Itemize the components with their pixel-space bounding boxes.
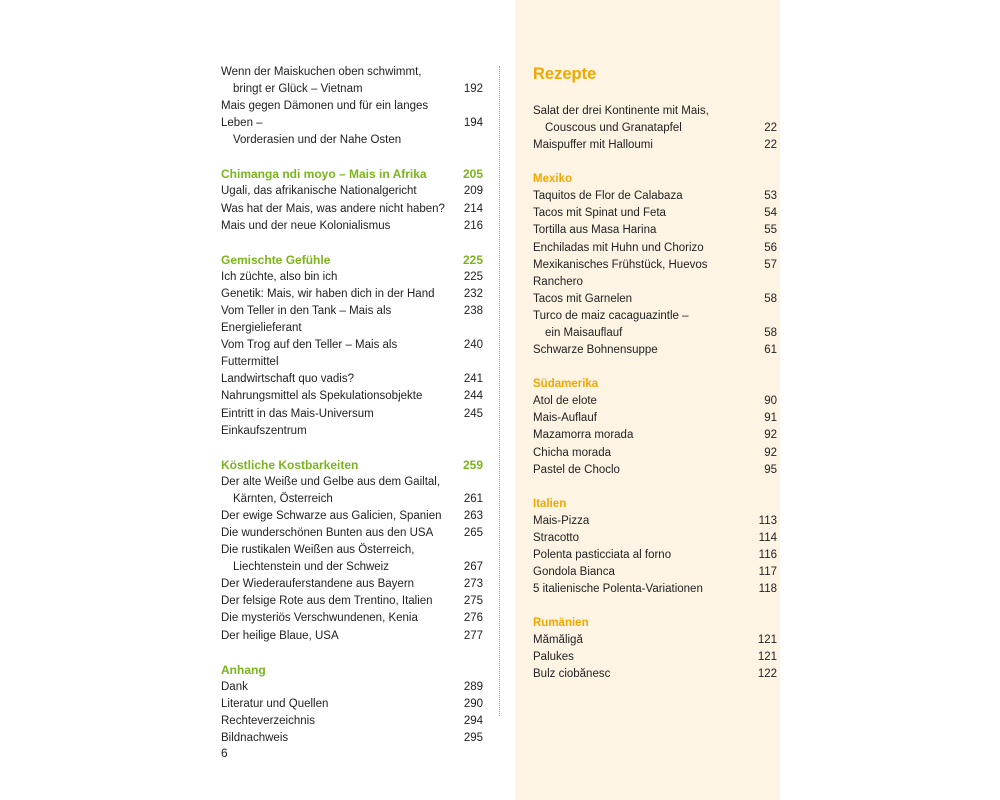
- chapter-page: 259: [462, 457, 483, 472]
- toc-entry-page: 114: [758, 531, 777, 544]
- toc-entry-page: 240: [463, 339, 483, 352]
- chapter-title: Anhang: [221, 662, 266, 677]
- toc-entry-title: [533, 564, 759, 581]
- recipe-region-heading: Südamerika: [533, 378, 599, 391]
- toc-entry-page: 61: [764, 344, 777, 357]
- entry-line: Was hat der Mais, was andere nicht haben?: [221, 202, 445, 215]
- toc-entry-title: [221, 269, 464, 286]
- toc-entry: [533, 308, 777, 342]
- chapter-title: Chimanga ndi moyo – Mais in Afrika: [221, 167, 427, 182]
- toc-entry-page: 122: [757, 668, 777, 681]
- toc-entry-page: 295: [463, 731, 483, 744]
- entry-line: Die mysteriös Verschwundenen, Kenia: [221, 612, 418, 625]
- toc-entry-title: [533, 188, 764, 205]
- toc-entry-page: 241: [463, 373, 483, 386]
- toc-entry-page: 57: [764, 258, 777, 271]
- toc-entry-title: [533, 427, 764, 444]
- toc-entry-page: 22: [764, 122, 777, 135]
- chapter-heading: [221, 662, 483, 679]
- entry-line: Gondola Bianca: [533, 565, 615, 578]
- toc-entry-title: [533, 257, 764, 291]
- toc-entry: [221, 593, 483, 610]
- entry-line: Dank: [221, 680, 248, 693]
- entry-line: Chicha morada: [533, 446, 611, 459]
- entry-line: Pastel de Choclo: [533, 463, 620, 476]
- toc-entry: [221, 337, 483, 371]
- toc-entry-title: [221, 286, 464, 303]
- toc-entry-title: [221, 201, 464, 218]
- entry-line: Vom Trog auf den Teller – Mais als Futtermittel: [221, 339, 398, 369]
- toc-entry-title: [221, 218, 464, 235]
- toc-entry-title: [533, 393, 764, 410]
- toc-entry-page: 58: [764, 292, 777, 305]
- toc-entry-page: 92: [764, 446, 777, 459]
- toc-entry-page: 216: [463, 219, 483, 232]
- toc-entry-page: 55: [764, 224, 777, 237]
- toc-entry-page: 53: [764, 190, 777, 203]
- toc-entry-title: [221, 303, 464, 337]
- entry-line: Bulz ciobănesc: [533, 668, 611, 681]
- toc-entry-title: [533, 410, 764, 427]
- toc-entry-title: [533, 513, 759, 530]
- toc-entry-page: 121: [757, 651, 777, 664]
- toc-entry: [221, 730, 483, 747]
- page-number: 6: [221, 746, 228, 760]
- toc-entry-title: [533, 222, 764, 239]
- toc-entry: [221, 713, 483, 730]
- toc-entry-title: [221, 98, 464, 149]
- toc-entry-page: 95: [764, 463, 777, 476]
- toc-entry-title: [221, 679, 464, 696]
- entry-line: Ugali, das afrikanische Nationalgericht: [221, 185, 417, 198]
- entry-line: Polenta pasticciata al forno: [533, 548, 672, 561]
- entry-line: Schwarze Bohnensuppe: [533, 344, 658, 357]
- toc-entry: [533, 530, 777, 547]
- entry-line: Vom Teller in den Tank – Mais als Energielieferant: [221, 304, 392, 335]
- toc-entry-page: 192: [463, 83, 483, 96]
- toc-entry-page: 290: [463, 697, 483, 710]
- toc-entry-page: 116: [758, 548, 777, 561]
- toc-entry-title: [221, 525, 464, 542]
- toc-entry-page: 245: [463, 407, 483, 420]
- chapter-heading: [221, 457, 483, 474]
- toc-entry: [533, 137, 777, 154]
- toc-entry-page: 267: [463, 561, 483, 574]
- chapter-heading: [221, 252, 483, 269]
- toc-entry: [533, 632, 777, 649]
- toc-entry: [221, 610, 483, 627]
- toc-entry-page: 261: [463, 492, 483, 505]
- toc-entry-page: 117: [758, 565, 777, 578]
- entry-line: Literatur und Quellen: [221, 697, 329, 710]
- toc-entry: [533, 427, 777, 444]
- toc-entry-title: [221, 337, 464, 371]
- entry-line: Der Wiederauferstandene aus Bayern: [221, 578, 415, 591]
- entry-line: Die wunderschönen Bunten aus den USA: [221, 526, 434, 539]
- toc-entry: [221, 303, 483, 337]
- toc-entry-page: 225: [463, 270, 483, 283]
- toc-entry: [533, 564, 777, 581]
- toc-entry-page: 273: [463, 578, 483, 591]
- toc-entry-title: [221, 406, 464, 440]
- toc-entry: [533, 103, 777, 137]
- entry-line: Eintritt in das Mais-Universum Einkaufszentrum: [221, 407, 374, 437]
- toc-entry-page: 289: [463, 680, 483, 693]
- chapter-page: 205: [462, 167, 483, 182]
- toc-entry-title: [533, 240, 764, 257]
- toc-entry-title: [221, 388, 464, 405]
- toc-entry: [533, 257, 777, 291]
- toc-entry: [221, 269, 483, 286]
- toc-entry: [221, 286, 483, 303]
- toc-entry-page: 22: [764, 139, 777, 152]
- toc-entry-title: [221, 628, 464, 645]
- toc-entry-page: 92: [764, 429, 777, 442]
- chapter-title: Gemischte Gefühle: [221, 252, 331, 267]
- toc-entry-page: 214: [463, 202, 483, 215]
- toc-entry: [533, 547, 777, 564]
- toc-entry: [221, 388, 483, 405]
- entry-line: Tortilla aus Masa Harina: [533, 224, 657, 237]
- toc-entry-title: [533, 530, 759, 547]
- entry-line: Mămăligă: [533, 634, 583, 647]
- toc-entry-title: [533, 291, 764, 308]
- toc-entry: [221, 696, 483, 713]
- entry-line: Ich züchte, also bin ich: [221, 270, 338, 283]
- entry-line: Wenn der Maiskuchen oben schwimmt,: [221, 66, 422, 78]
- toc-entry-title: [221, 730, 464, 747]
- toc-entry: [221, 576, 483, 593]
- toc-entry-title: [221, 183, 464, 200]
- column-divider: [499, 66, 500, 716]
- toc-entry-page: 263: [463, 509, 483, 522]
- entry-line: Mais-Auflauf: [533, 412, 597, 425]
- entry-line: Bildnachweis: [221, 731, 289, 744]
- chapter-heading: [221, 166, 483, 183]
- entry-line: Mais und der neue Kolonialismus: [221, 219, 391, 232]
- toc-entry: [533, 462, 777, 479]
- toc-entry-page: 118: [758, 583, 777, 596]
- toc-entry: [221, 525, 483, 542]
- toc-entry: [221, 201, 483, 218]
- toc-entry: [221, 98, 483, 149]
- entry-line-continued: Kärnten, Österreich: [233, 492, 333, 505]
- toc-entry-title: [533, 547, 759, 564]
- toc-entry-page: 294: [463, 714, 483, 727]
- toc-entry: [533, 410, 777, 427]
- toc-entry: [221, 628, 483, 645]
- toc-entry-page: 121: [757, 634, 777, 647]
- toc-entry-title: [533, 342, 764, 359]
- toc-entry-title: [221, 696, 464, 713]
- recipe-region-heading: Italien: [533, 497, 567, 510]
- entry-line: Salat der drei Kontinente mit Mais,: [533, 105, 709, 117]
- entry-line: Tacos mit Garnelen: [533, 292, 633, 305]
- recipe-region-heading: Rumänien: [533, 617, 589, 630]
- toc-entry: [533, 240, 777, 257]
- entry-line: Palukes: [533, 651, 574, 664]
- toc-entry: [221, 371, 483, 388]
- entry-line: Tacos mit Spinat und Feta: [533, 207, 666, 220]
- toc-entry-title: [221, 713, 464, 730]
- entry-line: Mazamorra morada: [533, 429, 634, 442]
- toc-entry-page: 277: [463, 629, 483, 642]
- toc-entry-page: 276: [463, 612, 483, 625]
- toc-entry-title: [221, 371, 464, 388]
- toc-entry: [533, 342, 777, 359]
- toc-entry-title: [533, 205, 764, 222]
- toc-entry-title: [221, 64, 464, 98]
- toc-entry-title: [533, 462, 764, 479]
- entry-line: Mais gegen Dämonen und für ein langes Leben –: [221, 100, 429, 130]
- toc-entry: [221, 679, 483, 696]
- entry-line: Maispuffer mit Halloumi: [533, 139, 653, 152]
- toc-entry-title: [533, 666, 758, 683]
- toc-entry: [533, 393, 777, 410]
- entry-line: Taquitos de Flor de Calabaza: [533, 190, 683, 203]
- chapter-page: 225: [462, 252, 483, 267]
- contents-column: [221, 64, 483, 747]
- toc-entry: [221, 218, 483, 235]
- toc-entry: [533, 666, 777, 683]
- entry-line: Rechteverzeichnis: [221, 714, 315, 727]
- toc-entry-title: [533, 581, 759, 598]
- entry-line: Mais-Pizza: [533, 514, 590, 527]
- toc-entry-title: [533, 649, 758, 666]
- entry-line: Enchiladas mit Huhn und Chorizo: [533, 241, 704, 254]
- toc-entry-title: [533, 103, 764, 137]
- recipes-title: Rezepte: [533, 65, 597, 83]
- toc-entry-title: [533, 632, 758, 649]
- toc-entry-page: 275: [463, 595, 483, 608]
- toc-entry-page: 91: [764, 412, 777, 425]
- toc-entry: [533, 222, 777, 239]
- entry-line: Die rustikalen Weißen aus Österreich,: [221, 544, 415, 557]
- entry-line-continued: bringt er Glück – Vietnam: [233, 83, 363, 96]
- toc-entry-title: [533, 308, 764, 342]
- entry-line: Genetik: Mais, wir haben dich in der Hand: [221, 287, 435, 300]
- toc-entry: [221, 406, 483, 440]
- toc-entry-page: 58: [764, 327, 777, 340]
- toc-entry-title: [533, 445, 764, 462]
- toc-entry-title: [221, 610, 464, 627]
- toc-entry-title: [221, 508, 464, 525]
- entry-line: Mexikanisches Frühstück, Huevos Ranchero: [533, 258, 708, 288]
- toc-entry: [533, 649, 777, 666]
- toc-entry-page: 244: [463, 390, 483, 403]
- toc-entry-page: 265: [463, 526, 483, 539]
- entry-line: Atol de elote: [533, 395, 597, 408]
- entry-line: Turco de maiz cacaguazintle –: [533, 309, 689, 322]
- toc-entry: [533, 291, 777, 308]
- toc-entry: [221, 542, 483, 576]
- chapter-title: Köstliche Kostbarkeiten: [221, 457, 359, 472]
- toc-entry-title: [533, 137, 764, 154]
- toc-entry: [221, 64, 483, 98]
- toc-entry: [533, 205, 777, 222]
- toc-entry-title: [221, 593, 464, 610]
- toc-entry-page: 232: [463, 287, 483, 300]
- toc-entry-page: 54: [764, 207, 777, 220]
- toc-entry-page: 113: [758, 514, 777, 527]
- toc-entry: [533, 445, 777, 462]
- toc-entry-page: 238: [463, 304, 483, 317]
- toc-entry-title: [221, 474, 464, 508]
- entry-line: Nahrungsmittel als Spekulationsobjekte: [221, 390, 423, 403]
- toc-entry: [221, 183, 483, 200]
- entry-line: Stracotto: [533, 531, 580, 544]
- toc-entry: [533, 581, 777, 598]
- toc-entry: [221, 508, 483, 525]
- entry-line: 5 italienische Polenta-Variationen: [533, 583, 703, 596]
- toc-entry: [221, 474, 483, 508]
- toc-entry-page: 90: [764, 395, 777, 408]
- toc-entry: [533, 188, 777, 205]
- entry-line-continued: Liechtenstein und der Schweiz: [233, 561, 389, 574]
- entry-line: Der heilige Blaue, USA: [221, 629, 339, 642]
- entry-line: Der ewige Schwarze aus Galicien, Spanien: [221, 509, 442, 522]
- recipe-region-heading: Mexiko: [533, 173, 572, 186]
- entry-line: Landwirtschaft quo vadis?: [221, 373, 354, 386]
- entry-line-continued: Vorderasien und der Nahe Osten: [233, 134, 402, 147]
- toc-entry-title: [221, 542, 464, 576]
- toc-entry-page: 209: [463, 185, 483, 198]
- toc-entry: [533, 513, 777, 530]
- toc-entry-title: [221, 576, 464, 593]
- entry-line-continued: ein Maisauflauf: [545, 327, 623, 340]
- toc-entry-page: 56: [764, 241, 777, 254]
- entry-line-continued: Couscous und Granatapfel: [545, 122, 682, 135]
- entry-line: Der alte Weiße und Gelbe aus dem Gailtal,: [221, 475, 441, 488]
- entry-line: Der felsige Rote aus dem Trentino, Italien: [221, 595, 433, 608]
- recipes-column: [533, 64, 777, 683]
- toc-entry-page: 194: [463, 117, 483, 130]
